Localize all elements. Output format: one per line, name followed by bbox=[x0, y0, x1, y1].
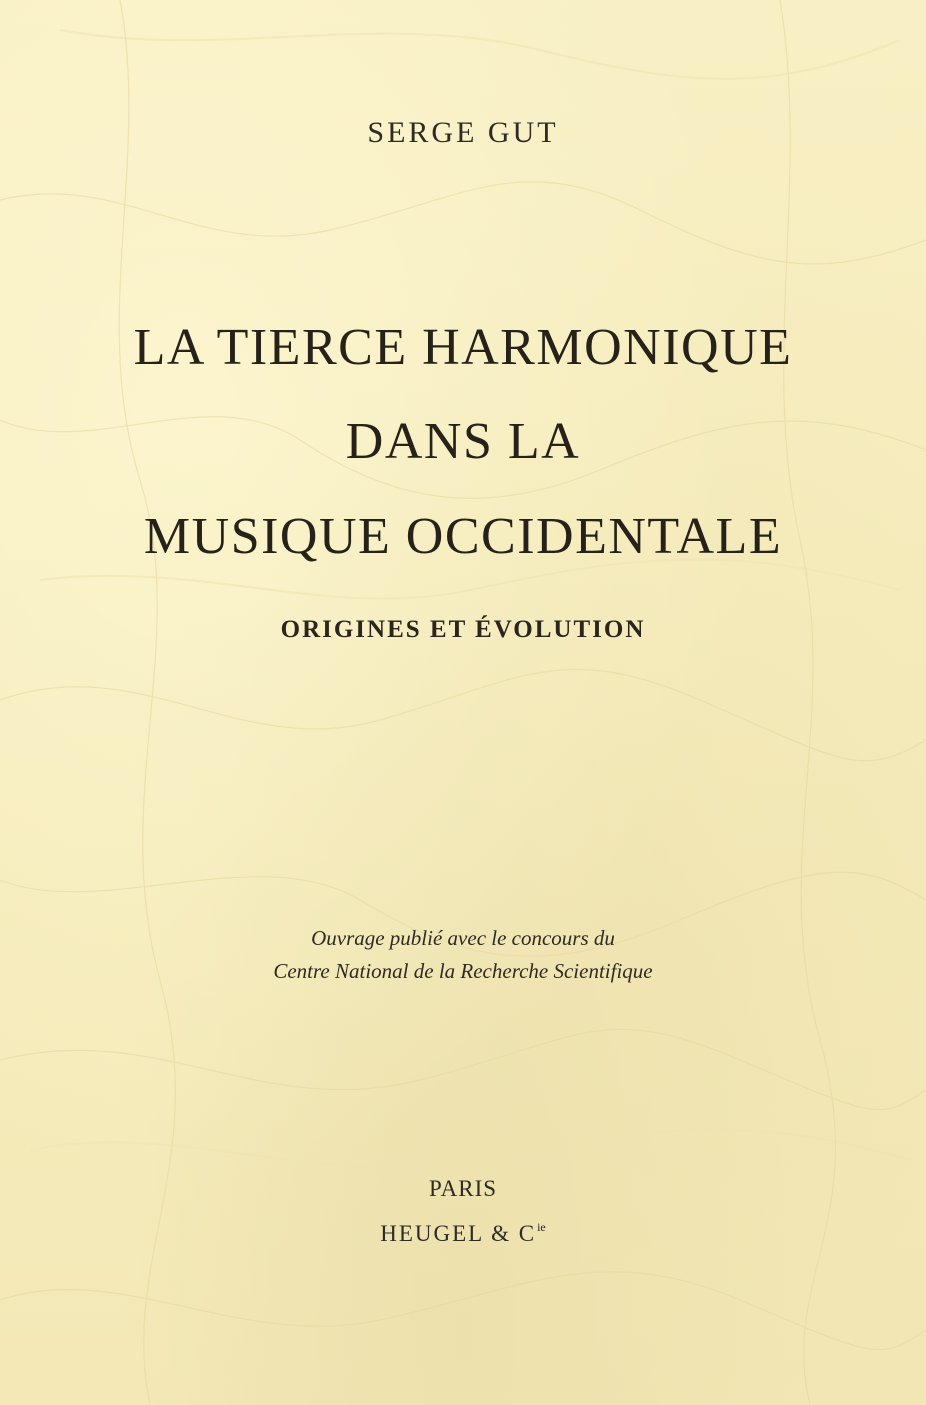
book-title-line-3: MUSIQUE OCCIDENTALE bbox=[143, 508, 783, 565]
book-subtitle: ORIGINES ET ÉVOLUTION bbox=[280, 616, 646, 643]
publisher-name-text: HEUGEL & C bbox=[380, 1221, 537, 1246]
publisher-name bbox=[0, 1220, 926, 1247]
funding-note-line-2: Centre National de la Recherche Scientifique bbox=[273, 959, 653, 983]
author-name: SERGE GUT bbox=[367, 116, 559, 149]
book-title-line-1: LA TIERCE HARMONIQUE bbox=[133, 319, 793, 376]
funding-note-line-1: Ouvrage publié avec le concours du bbox=[311, 926, 615, 950]
publication-place: PARIS bbox=[428, 1176, 498, 1201]
publisher-name-suffix: ie bbox=[537, 1220, 546, 1234]
book-title-line-2: DANS LA bbox=[345, 413, 581, 470]
